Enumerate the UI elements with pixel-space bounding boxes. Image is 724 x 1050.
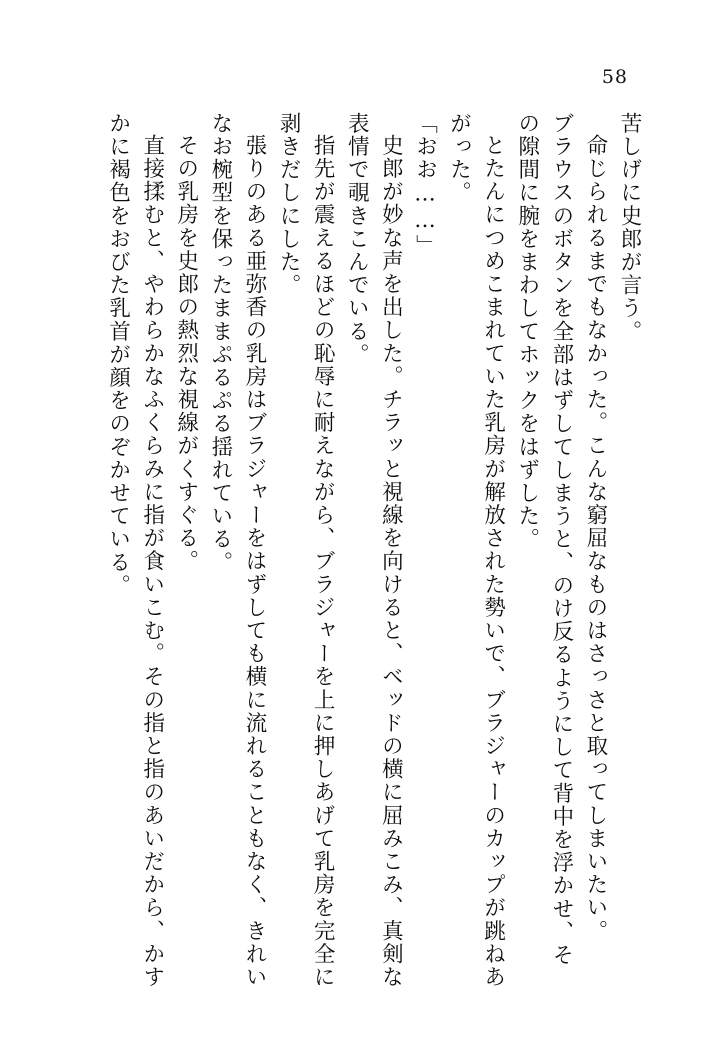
text-column: かに褐色をおびた乳首が顔をのぞかせている。: [105, 112, 131, 598]
text-column: 苦しげに史郎が言う。: [617, 112, 642, 343]
page-number: 58: [601, 66, 628, 88]
text-column: その乳房を史郎の熱烈な視線がくすぐる。: [173, 134, 199, 573]
text-column: とたんにつめこまれていた乳房が解放された勢いで、ブラジャーのカップが跳ねあ: [480, 134, 506, 989]
text-column: 史郎が妙な声を出した。チラッと視線を向けると、ベッドの横に屈みこみ、真剣な: [378, 134, 404, 989]
text-column: ブラウスのボタンを全部はずしてしまうと、のけ反るようにして背中を浮かせ、そ: [548, 112, 574, 967]
text-column: 表情で覗きこんでいる。: [344, 112, 370, 367]
text-column: がった。: [446, 112, 472, 205]
text-column: の隙間に腕をまわしてホックをはずした。: [514, 112, 540, 551]
text-column: 張りのある亜弥香の乳房はブラジャーをはずしても横に流れることもなく、きれい: [241, 134, 267, 989]
text-column: 指先が震えるほどの恥辱に耐えながら、ブラジャーを上に押しあげて乳房を完全に: [310, 134, 336, 989]
text-column: 剥きだしにした。: [276, 112, 302, 297]
body-text: [84, 112, 642, 989]
text-column: 命じられるまでもなかった。こんな窮屈なものはさっさと取ってしまいたい。: [582, 134, 608, 943]
text-column: 「おお……」: [412, 112, 438, 258]
text-column: 直接揉むと、やわらかなふくらみに指が食いこむ。その指と指のあいだから、かす: [139, 134, 165, 989]
text-column: なお椀型を保ったままぷるぷる揺れている。: [207, 112, 233, 574]
